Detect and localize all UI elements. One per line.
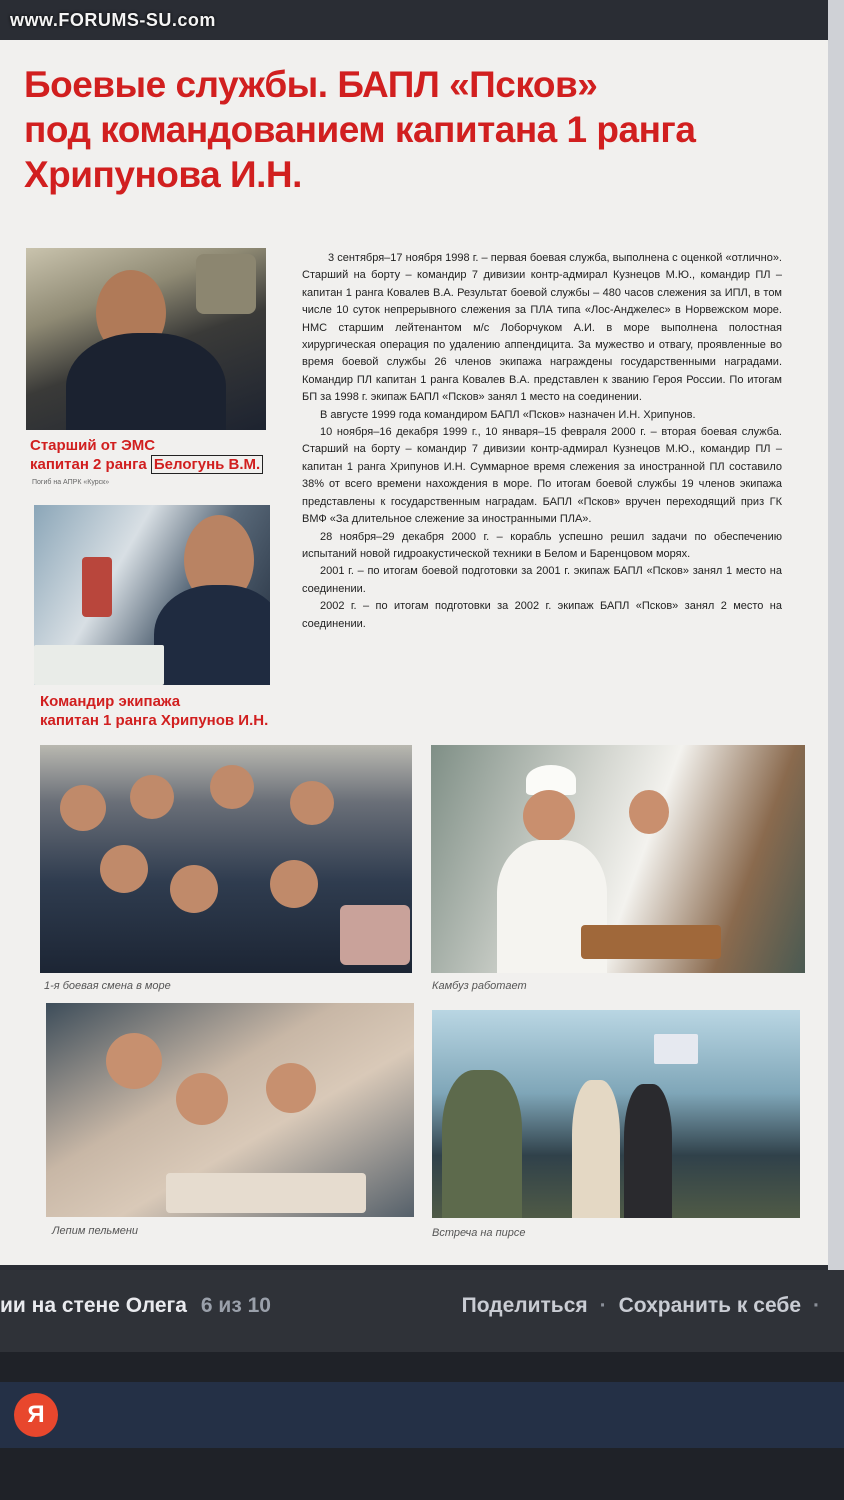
photo-caption-galley: Камбуз работает [432, 980, 527, 992]
photo-caption-crew: 1-я боевая смена в море [44, 980, 171, 992]
caption-commander [40, 692, 268, 730]
title-line-1: Боевые службы. БАПЛ «Псков» [24, 64, 598, 105]
caption-ems-line2 [30, 455, 263, 474]
caption-ems-rank: капитан 2 ранга [30, 456, 147, 473]
paragraph-1: 3 сентября–17 ноября 1998 г. – первая боевая служба, выполнена с оценкой «отлично». Старший на борту – командир 7 дивизии контр-адмирал Кузнецов М.Ю., командир ПЛ – капитан 1 ранга Ковалев В.А. Результат боевой службы – 480 часов слежения за ИПЛ, в том числе 10 суток непрерывного слежения за ПЛА типа «Лос-Анджелес» в Норвежском море. НМС старшим лейтенантом м/с Лоборчуком А.И. в море выполнена полостная хирургическая операция по удалению аппендицита. За мужество и отвагу, проявленные во время боевой службы 26 членов экипажа награждены государственными наградами. Командир ПЛ капитан 1 ранга Ковалев В.А. представлен к званию Героя России. По итогам БП за 1998 г. экипаж БАПЛ «Псков» занял 1 место на соединении. [302, 252, 782, 404]
photo-pier [432, 1010, 800, 1218]
paragraph-4: 28 ноября–29 декабря 2000 г. – корабль успешно решил задачи по обеспечению испытаний новой гидроакустической техники в Белом и Баренцовом морях. [302, 530, 782, 560]
caption-commander-line2: капитан 1 ранга Хрипунов И.Н. [40, 712, 269, 729]
paragraph-2: В августе 1999 года командиром БАПЛ «Псков» назначен И.Н. Хрипунов. [320, 408, 696, 421]
paragraph-5: 2001 г. – по итогам боевой подготовки за 2001 г. экипаж БАПЛ «Псков» занял 1 место на соединении. [302, 565, 782, 595]
title-line-2: под командованием капитана 1 ранга [24, 109, 696, 150]
photo-counter: 6 из 10 [200, 1294, 271, 1317]
photo-viewer-bar [0, 1270, 844, 1352]
paragraph-3: 10 ноября–16 декабря 1999 г., 10 января–15 февраля 2000 г. – вторая боевая служба. Старший на борту – командир 7 дивизии контр-адмирал Кузнецов М.Ю., командир ПЛ – капитан 1 ранга Хрипунов И.Н. Суммарное время слежения за иностранной ПЛ составило 38% от всего времени нахождения в море. По итогам боевой службы 19 членов экипажа представлены к государственным наградам. БАПЛ «Псков» вручен переходящий приз ГК ВМФ «За длительное слежение за иностранными ПЛА». [302, 426, 782, 526]
photo-credit: Погиб на АПРК «Курск» [32, 479, 110, 486]
photo-caption-dumplings: Лепим пельмени [52, 1225, 139, 1237]
photo-galley [431, 745, 805, 973]
article-title [24, 62, 814, 197]
caption-ems-line1: Старший от ЭМС [30, 437, 156, 454]
photo-crew-shift [40, 745, 412, 973]
photo-belogun [26, 248, 266, 430]
photo-caption-pier: Встреча на пирсе [432, 1227, 526, 1239]
title-line-3: Хрипунова И.Н. [24, 154, 302, 195]
article-body [302, 250, 782, 633]
save-button[interactable]: Сохранить к себе [618, 1294, 801, 1317]
watermark: www.FORUMS-SU.com [10, 10, 216, 30]
photo-khripunov [34, 505, 270, 685]
caption-ems-name: Белогунь В.М. [151, 455, 263, 474]
photo-dumplings [46, 1003, 414, 1217]
caption-commander-line1: Командир экипажа [40, 693, 181, 710]
separator-2: · [813, 1294, 820, 1317]
caption-ems-officer [30, 436, 263, 474]
taskbar [0, 1382, 844, 1448]
paragraph-6: 2002 г. – по итогам подготовки за 2002 г. экипаж БАПЛ «Псков» занял 2 место на соединении. [302, 600, 782, 630]
page-edge [828, 0, 844, 1270]
album-link[interactable]: ии на стене Олега [0, 1294, 187, 1317]
separator: · [599, 1294, 607, 1317]
album-info [0, 1294, 271, 1318]
share-button[interactable]: Поделиться [461, 1294, 588, 1317]
yandex-browser-icon[interactable]: Я [14, 1393, 58, 1437]
viewer-actions [462, 1294, 832, 1318]
